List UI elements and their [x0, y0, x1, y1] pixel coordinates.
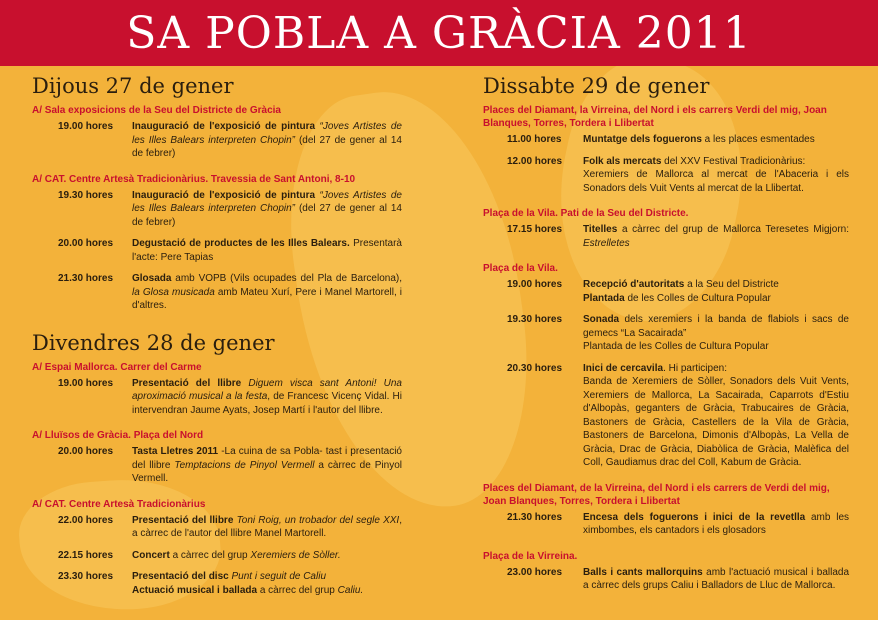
venue-label: A/ CAT. Centre Artesà Tradicionàrius. Travessia de Sant Antoni, 8-10 — [32, 173, 356, 185]
day-saturday — [483, 74, 849, 593]
event-description: Inauguració de l'exposició de pintura “Joves Artistes de les Illes Balears interpreten Chopin” (del 27 de gener al 14 de febrer) — [132, 189, 402, 228]
event-row — [32, 549, 402, 563]
venue-block — [483, 482, 849, 538]
event-description: Degustació de productes de les Illes Balears. Presentarà l'acte: Pere Tapias — [132, 238, 402, 263]
event-row — [32, 237, 402, 264]
right-column — [483, 72, 849, 605]
event-time: 20.00 hores — [58, 446, 114, 457]
event-row — [483, 313, 849, 354]
event-row — [32, 189, 402, 230]
event-description: Titelles a càrrec del grup de Mallorca Teresetes Migjorn: Estrelletes — [583, 224, 849, 249]
event-row — [483, 511, 849, 538]
event-row — [32, 514, 402, 541]
event-description: Encesa dels foguerons i inici de la revetlla amb les ximbombes, els cantadors i els glosadors — [583, 511, 849, 536]
venue-block — [32, 498, 402, 598]
venue-block — [483, 550, 849, 593]
event-time: 23.00 hores — [507, 566, 563, 578]
venue-label: Plaça de la Virreina. — [483, 550, 578, 562]
event-description: Balls i cants mallorquins amb l'actuació musical i ballada a càrrec dels grups Caliu i Balladors de Lluc de Mallorca. — [583, 566, 850, 591]
event-time: 22.15 hores — [58, 549, 114, 561]
event-time: 12.00 hores — [507, 155, 563, 167]
day-friday — [32, 331, 402, 598]
day-thursday — [32, 74, 402, 313]
venue-label: A/ Espai Mallorca. Carrer del Carme — [32, 361, 202, 373]
venue-block — [32, 173, 402, 313]
venue-block — [32, 361, 402, 418]
event-description: Glosada amb VOPB (Vils ocupades del Pla de Barcelona), la Glosa musicada amb Mateu Xurí, Pere i Manel Martorell, i d'altres. — [132, 273, 402, 311]
event-time: 23.30 hores — [58, 571, 114, 582]
event-time: 11.00 hores — [507, 134, 562, 145]
venue-block — [32, 429, 402, 486]
event-description: Presentació del disc Punt i seguit de Caliu Actuació musical i ballada a càrrec del grup Caliu. — [132, 571, 364, 596]
venue-label: Places del Diamant, de la Virreina, del Nord i els carrers de Verdi del mig, Joan Blanques, Torres, Tordera i Llibertat — [483, 482, 830, 507]
event-time: 19.00 hores — [507, 279, 563, 290]
venue-block — [483, 262, 849, 470]
event-time: 21.30 hores — [58, 273, 114, 284]
event-row — [32, 570, 402, 597]
venue-block — [483, 207, 849, 250]
day-heading: Dissabte 29 de gener — [483, 74, 710, 98]
venue-label: A/ Sala exposicions de la Seu del Districte de Gràcia — [32, 105, 281, 116]
event-description: Presentació del llibre Toni Roig, un trobador del segle XXI, a càrrec de l'autor del llibre Manel Martorell. — [132, 514, 402, 539]
event-row — [483, 278, 849, 305]
event-description: Muntatge dels foguerons a les places esmentades — [583, 134, 815, 145]
venue-block — [483, 104, 849, 195]
venue-label: Plaça de la Vila. — [483, 263, 558, 274]
venue-block — [32, 104, 402, 161]
event-time: 20.00 hores — [58, 238, 114, 249]
event-description: Recepció d'autoritats a la Seu del Districte Plantada de les Colles de Cultura Popular — [583, 279, 779, 304]
event-description: Presentació del llibre Diguem visca sant Antoni! Una aproximació musical a la festa, de Francesc Vicenç Vidal. Hi intervendran Jaume Ayats, Josep Martí i l'autor del llibre. — [132, 377, 402, 416]
event-row — [483, 566, 849, 593]
day-heading: Dijous 27 de gener — [32, 74, 234, 98]
left-column — [32, 72, 402, 609]
event-description: Sonada dels xeremiers i la banda de flabiols i sacs de gemecs “La Sacairada” Plantada de les Colles de Cultura Popular — [583, 314, 849, 352]
event-description: Concert a càrrec del grup Xeremiers de Sòller. — [132, 549, 341, 561]
event-time: 19.00 hores — [58, 377, 114, 389]
event-row — [32, 445, 402, 486]
event-time: 22.00 hores — [58, 514, 114, 526]
event-row — [32, 120, 402, 161]
venue-label: A/ CAT. Centre Artesà Tradicionàrius — [32, 498, 206, 510]
venue-label: Places del Diamant, la Virreina, del Nord i els carrers Verdi del mig, Joan Blanques, Torres, Tordera i Llibertat — [483, 105, 827, 129]
day-heading: Divendres 28 de gener — [32, 330, 275, 355]
event-time: 19.30 hores — [58, 189, 114, 201]
event-time: 20.30 hores — [507, 362, 563, 374]
event-description: Folk als mercats del XXV Festival Tradicionàrius: Xeremiers de Mallorca al mercat de l'Abaceria i els Sonadors dels Vuit Vents al mercat de la Llibertat. — [583, 155, 849, 194]
event-row — [32, 272, 402, 313]
event-row — [483, 155, 849, 196]
venue-label: A/ Lluïsos de Gràcia. Plaça del Nord — [32, 430, 204, 441]
event-row — [483, 223, 849, 250]
event-row — [32, 377, 402, 418]
event-time: 21.30 hores — [507, 511, 563, 523]
event-time: 19.00 hores — [58, 121, 114, 132]
event-description: Inici de cercavila. Hi participen: Banda de Xeremiers de Sòller, Sonadors dels Vuit Vents, Xeremiers de Mallorca, La Sacairada, Caparrots d'Estiu d'Albopàs, geganters de Gràcia, Trabucaires de Gràcia, Bastoners de Gràcia, Castellers de la Vila de Gràcia, Bastoners de Barcelona, Dimonis d'Albopàs, La Vella de Gràcia, Drac de Gràcia, Diabòlica de Gràcia, Malèfica del Coll, Gaudiamus drac del Coll, Kabum de Gràcia. — [583, 362, 849, 468]
event-row — [483, 362, 849, 470]
event-description: Tasta Lletres 2011 -La cuina de sa Pobla- tast i presentació del llibre Temptacions de Pinyol Vermell a càrrec de Pinyol Vermell. — [132, 446, 402, 484]
venue-label: Plaça de la Vila. Pati de la Seu del Districte. — [483, 208, 689, 219]
page-title: SA POBLA A GRÀCIA 2011 — [126, 8, 752, 59]
event-description: Inauguració de l'exposició de pintura “Joves Artistes de les Illes Balears interpreten Chopin” (del 27 de gener al 14 de febrer) — [132, 121, 402, 159]
event-row — [483, 133, 849, 147]
event-time: 19.30 hores — [507, 314, 563, 325]
event-time: 17.15 hores — [507, 224, 563, 235]
